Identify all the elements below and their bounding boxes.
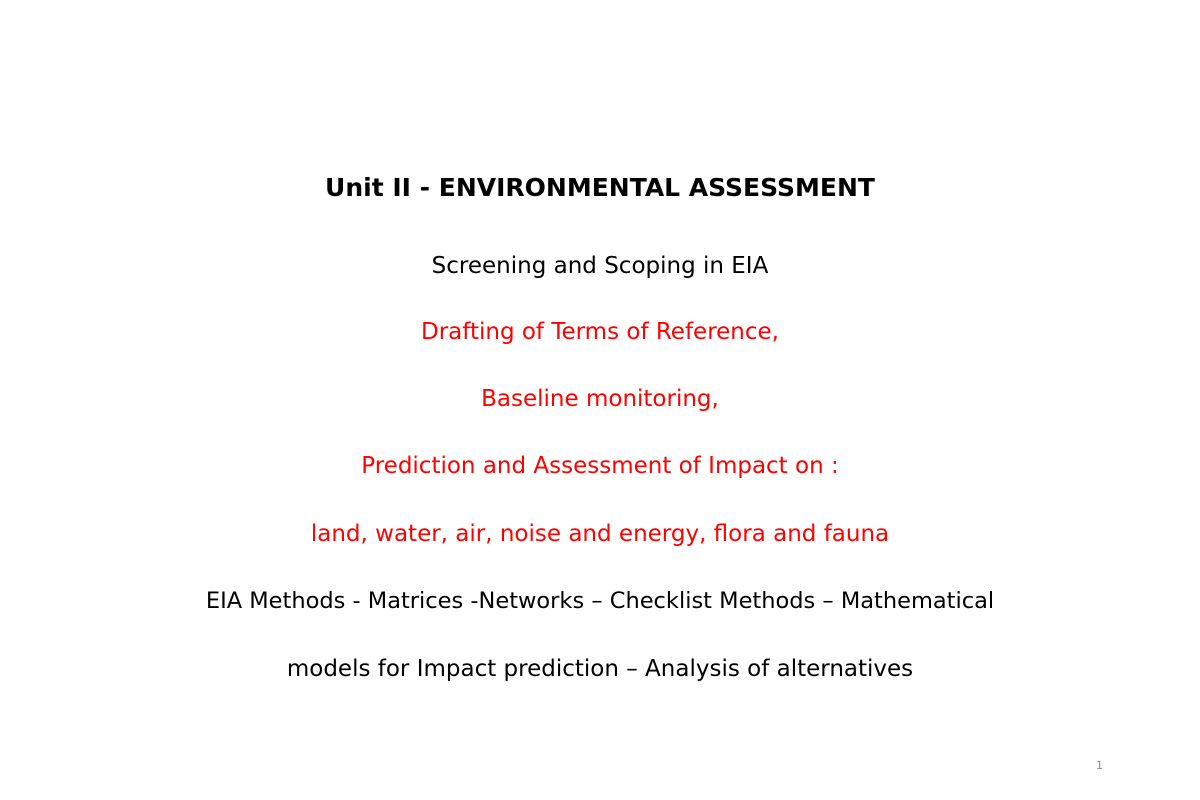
topic-line-screening: Screening and Scoping in EIA [431, 253, 769, 279]
topic-line-baseline-monitoring: Baseline monitoring, [481, 386, 719, 412]
topic-line-terms-of-reference: Drafting of Terms of Reference, [421, 319, 779, 345]
topic-line-prediction-assessment: Prediction and Assessment of Impact on : [361, 453, 839, 479]
slide-title: Unit II - ENVIRONMENTAL ASSESSMENT [325, 173, 875, 202]
topic-line-impact-categories: land, water, air, noise and energy, flora and fauna [310, 521, 890, 547]
page-number: 1 [1096, 759, 1103, 772]
topic-line-models-alternatives: models for Impact prediction – Analysis of alternatives [286, 656, 914, 682]
topic-line-eia-methods: EIA Methods - Matrices -Networks – Checklist Methods – Mathematical [205, 588, 995, 614]
